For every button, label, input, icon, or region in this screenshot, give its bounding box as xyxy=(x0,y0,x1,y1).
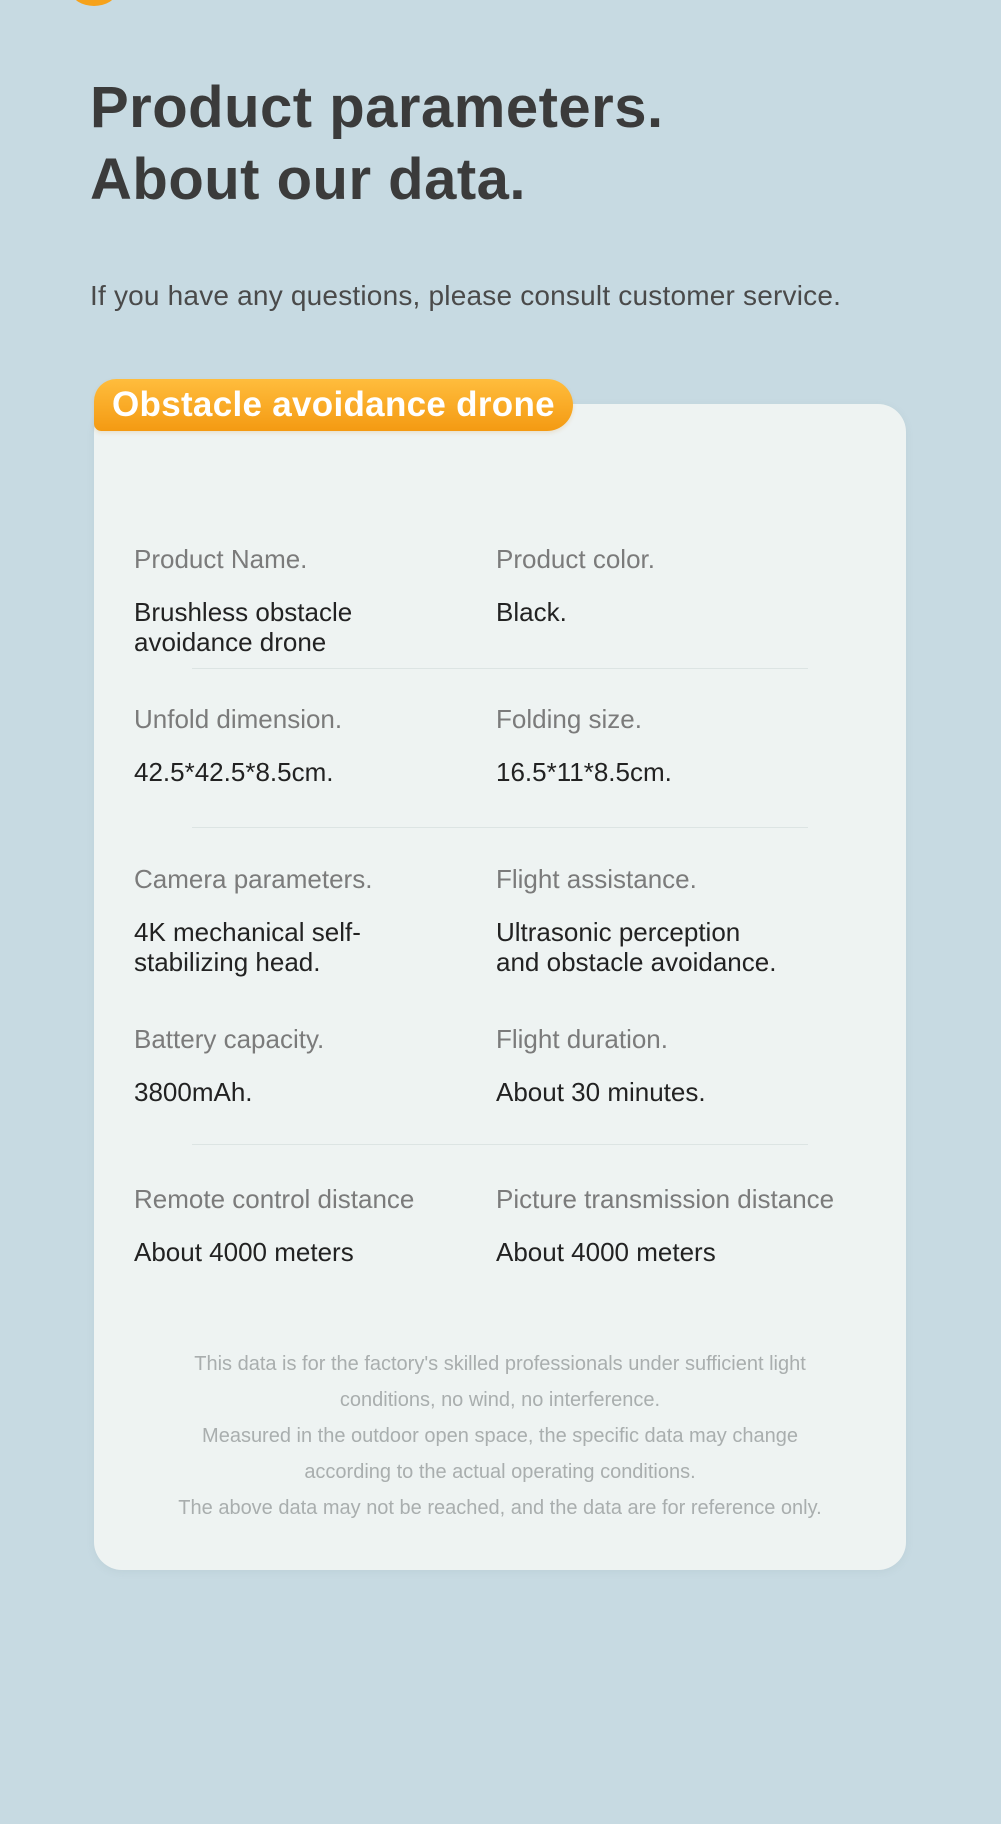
spec-value: 4K mechanical self- stabilizing head. xyxy=(134,917,361,977)
spec-label: Battery capacity. xyxy=(134,1024,325,1054)
disclaimer-line: according to the actual operating conditions. xyxy=(304,1461,696,1483)
spec-label: Flight assistance. xyxy=(496,864,697,894)
spec-value: About 30 minutes. xyxy=(496,1077,706,1107)
disclaimer-line: This data is for the factory's skilled professionals under sufficient light xyxy=(194,1353,806,1375)
product-tag-badge: Obstacle avoidance drone xyxy=(94,379,573,431)
spec-value: 42.5*42.5*8.5cm. xyxy=(134,757,334,787)
disclaimer-line: conditions, no wind, no interference. xyxy=(339,1389,661,1411)
spec-label: Remote control distance xyxy=(134,1184,415,1214)
row-divider xyxy=(192,1144,808,1145)
page-subtitle: If you have any questions, please consult customer service. xyxy=(90,280,842,311)
spec-value: Black. xyxy=(496,597,567,627)
disclaimer-line: Measured in the outdoor open space, the specific data may change xyxy=(202,1425,798,1447)
spec-label: Product color. xyxy=(496,544,655,574)
spec-label: Picture transmission distance xyxy=(496,1184,835,1214)
spec-label: Folding size. xyxy=(496,704,642,734)
spec-value: 16.5*11*8.5cm. xyxy=(496,757,672,787)
spec-item-camera-parameters xyxy=(134,863,494,977)
spec-item-folding-size xyxy=(496,703,896,787)
spec-item-remote-control-distance xyxy=(134,1183,494,1267)
spec-value: About 4000 meters xyxy=(496,1237,716,1267)
spec-label: Unfold dimension. xyxy=(134,704,343,734)
spec-item-flight-duration xyxy=(496,1023,896,1107)
top-orange-ornament xyxy=(72,0,116,6)
page-title-line-1: Product parameters. xyxy=(90,75,664,140)
spec-item-battery-capacity xyxy=(134,1023,494,1107)
disclaimer-line: The above data may not be reached, and the data are for reference only. xyxy=(178,1497,822,1519)
spec-value: Ultrasonic perception and obstacle avoidance. xyxy=(496,917,777,977)
spec-value: 3800mAh. xyxy=(134,1077,253,1107)
spec-value: Brushless obstacle avoidance drone xyxy=(134,597,353,657)
spec-item-picture-transmission-distance xyxy=(496,1183,896,1267)
spec-item-flight-assistance xyxy=(496,863,896,977)
spec-item-product-color xyxy=(496,543,896,627)
row-divider xyxy=(192,827,808,828)
page-title-line-2: About our data. xyxy=(90,147,527,212)
page-title xyxy=(90,72,664,216)
spec-item-unfold-dimension xyxy=(134,703,494,787)
spec-value: About 4000 meters xyxy=(134,1237,354,1267)
spec-label: Flight duration. xyxy=(496,1024,668,1054)
spec-label: Product Name. xyxy=(134,544,308,574)
disclaimer-note xyxy=(94,1346,906,1526)
spec-label: Camera parameters. xyxy=(134,864,373,894)
row-divider xyxy=(192,668,808,669)
spec-item-product-name xyxy=(134,543,494,657)
